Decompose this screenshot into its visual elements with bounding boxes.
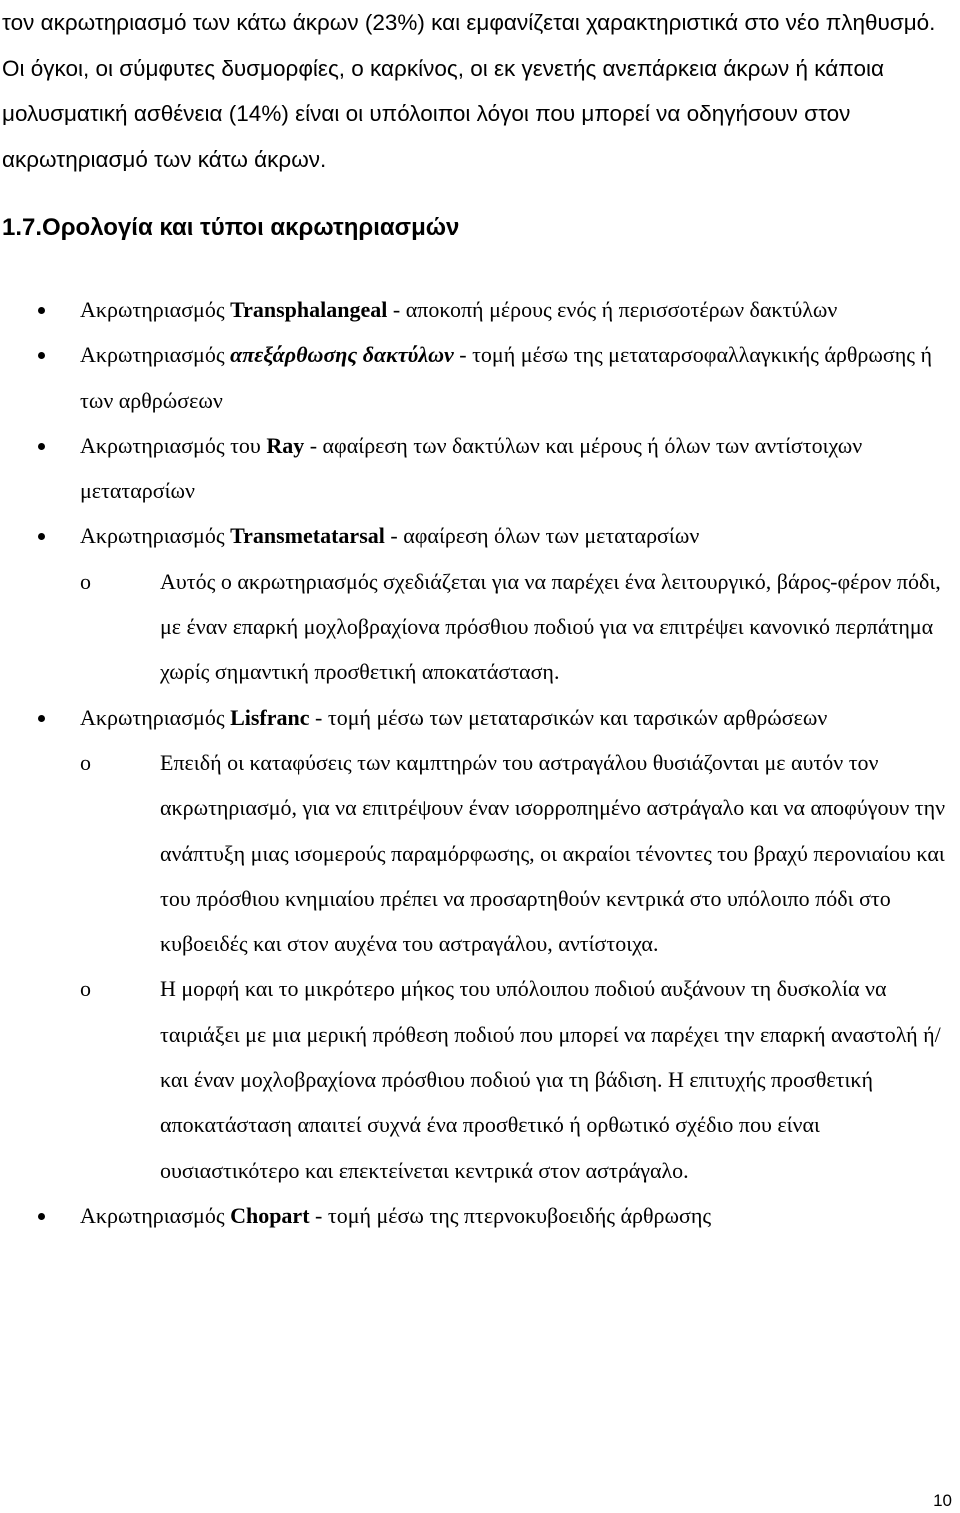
bullet-icon [38, 715, 45, 722]
item-term: Ray [266, 432, 305, 458]
list-item-transphalangeal [0, 287, 960, 332]
bullet-icon [38, 307, 45, 314]
list-item-chopart [0, 1193, 960, 1238]
sub-bullet-icon: o [80, 976, 91, 1002]
item-description: - τομή μέσω της μεταταρσοφαλλαγκικής άρθρωσης ή των αρθρώσεων [80, 342, 932, 413]
sub-item [80, 740, 954, 966]
item-term: Lisfranc [230, 704, 310, 730]
sub-item [80, 966, 954, 1192]
item-term: Transphalangeal [230, 297, 388, 322]
sub-item-text: Η μορφή και το μικρότερο μήκος του υπόλοιπου ποδιού αυξάνουν τη δυσκολία να ταιριάξει με μια μερική πρόθεση ποδιού που μπορεί να παρέχει την επαρκή αναστολή ή/και έναν μοχλοβραχίονα πρόσθιου ποδιού για τη βάδιση. Η επιτυχής προσθετική αποκατάσταση απαιτεί συχνά ένα προσθετικό ή ορθωτικό σχέδιο που είναι ουσιαστικότερο και επεκτείνεται κεντρικά στον αστράγαλο. [160, 976, 941, 1183]
item-term: Chopart [230, 1202, 310, 1228]
item-description: - αφαίρεση όλων των μεταταρσίων [384, 523, 700, 549]
sub-item-text: Επειδή οι καταφύσεις των καμπτηρών του αστραγάλου θυσιάζονται με αυτόν τον ακρωτηριασμό, για να επιτρέψουν έναν ισορροπημένο αστράγαλο και να αποφύγουν την ανάπτυξη μιας ισομερούς παραμόρφωσης, οι ακραίοι τένοντες του βραχύ περονιαίου και του πρόσθιου κνημιαίου πρέπει να προσαρτηθούν κεντρικά στο υπόλοιπο πόδι στο κυβοειδές και στον αυχένα του αστραγάλου, αντίστοιχα. [160, 749, 946, 957]
item-description: - τομή μέσω των μεταταρσικών και ταρσικών αρθρώσεων [309, 704, 828, 730]
bullet-icon [38, 1213, 45, 1220]
item-lead: Ακρωτηριασμός [80, 523, 231, 549]
sub-item [80, 559, 954, 695]
item-lead: Ακρωτηριασμός [80, 297, 231, 322]
list-item-lisfranc [0, 695, 960, 740]
item-lead: Ακρωτηριασμός [80, 1202, 231, 1228]
bullet-icon [38, 533, 45, 540]
item-lead: Ακρωτηριασμός [80, 342, 231, 368]
sub-bullet-icon: o [80, 568, 91, 594]
list-item-ray [0, 423, 960, 514]
item-description: - αφαίρεση των δακτύλων και μέρους ή όλων των αντίστοιχων μεταταρσίων [80, 432, 863, 504]
item-description: - αποκοπή μέρους ενός ή περισσοτέρων δακτύλων [387, 297, 838, 322]
item-lead: Ακρωτηριασμός [80, 704, 231, 730]
sub-bullet-icon: o [80, 749, 91, 775]
sub-item-text: Αυτός ο ακρωτηριασμός σχεδιάζεται για να παρέχει ένα λειτουργικό, βάρος-φέρον πόδι, με έναν επαρκή μοχλοβραχίονα πρόσθιου ποδιού για να επιτρέψει κανονικό περπάτημα χωρίς σημαντική προσθετική αποκατάσταση. [160, 568, 941, 685]
section-heading: 1.7.Ορολογία και τύποι ακρωτηριασμών [2, 214, 460, 241]
item-lead: Ακρωτηριασμός του [80, 432, 267, 458]
amputation-types-list [0, 287, 960, 1238]
item-term: απεξάρθωσης δακτύλων [230, 342, 454, 368]
bullet-icon [38, 443, 45, 450]
item-term: Transmetatarsal [230, 523, 385, 549]
item-description: - τομή μέσω της πτερνοκυβοειδής άρθρωσης [309, 1202, 712, 1228]
list-item-toe-disarticulation [0, 332, 960, 423]
intro-paragraph: τον ακρωτηριασμό των κάτω άκρων (23%) και εμφανίζεται χαρακτηριστικά στο νέο πληθυσμό. Οι όγκοι, οι σύμφυτες δυσμορφίες, ο καρκίνος, οι εκ γενετής ανεπάρκεια άκρων ή κάποια μολυσματική ασθένεια (14%) είναι οι υπόλοιποι λόγοι που μπορεί να οδηγήσουν στον ακρωτηριασμό των κάτω άκρων. [2, 10, 936, 172]
page-number: 10 [933, 1491, 952, 1510]
bullet-icon [38, 352, 45, 359]
list-item-transmetatarsal [0, 513, 960, 558]
